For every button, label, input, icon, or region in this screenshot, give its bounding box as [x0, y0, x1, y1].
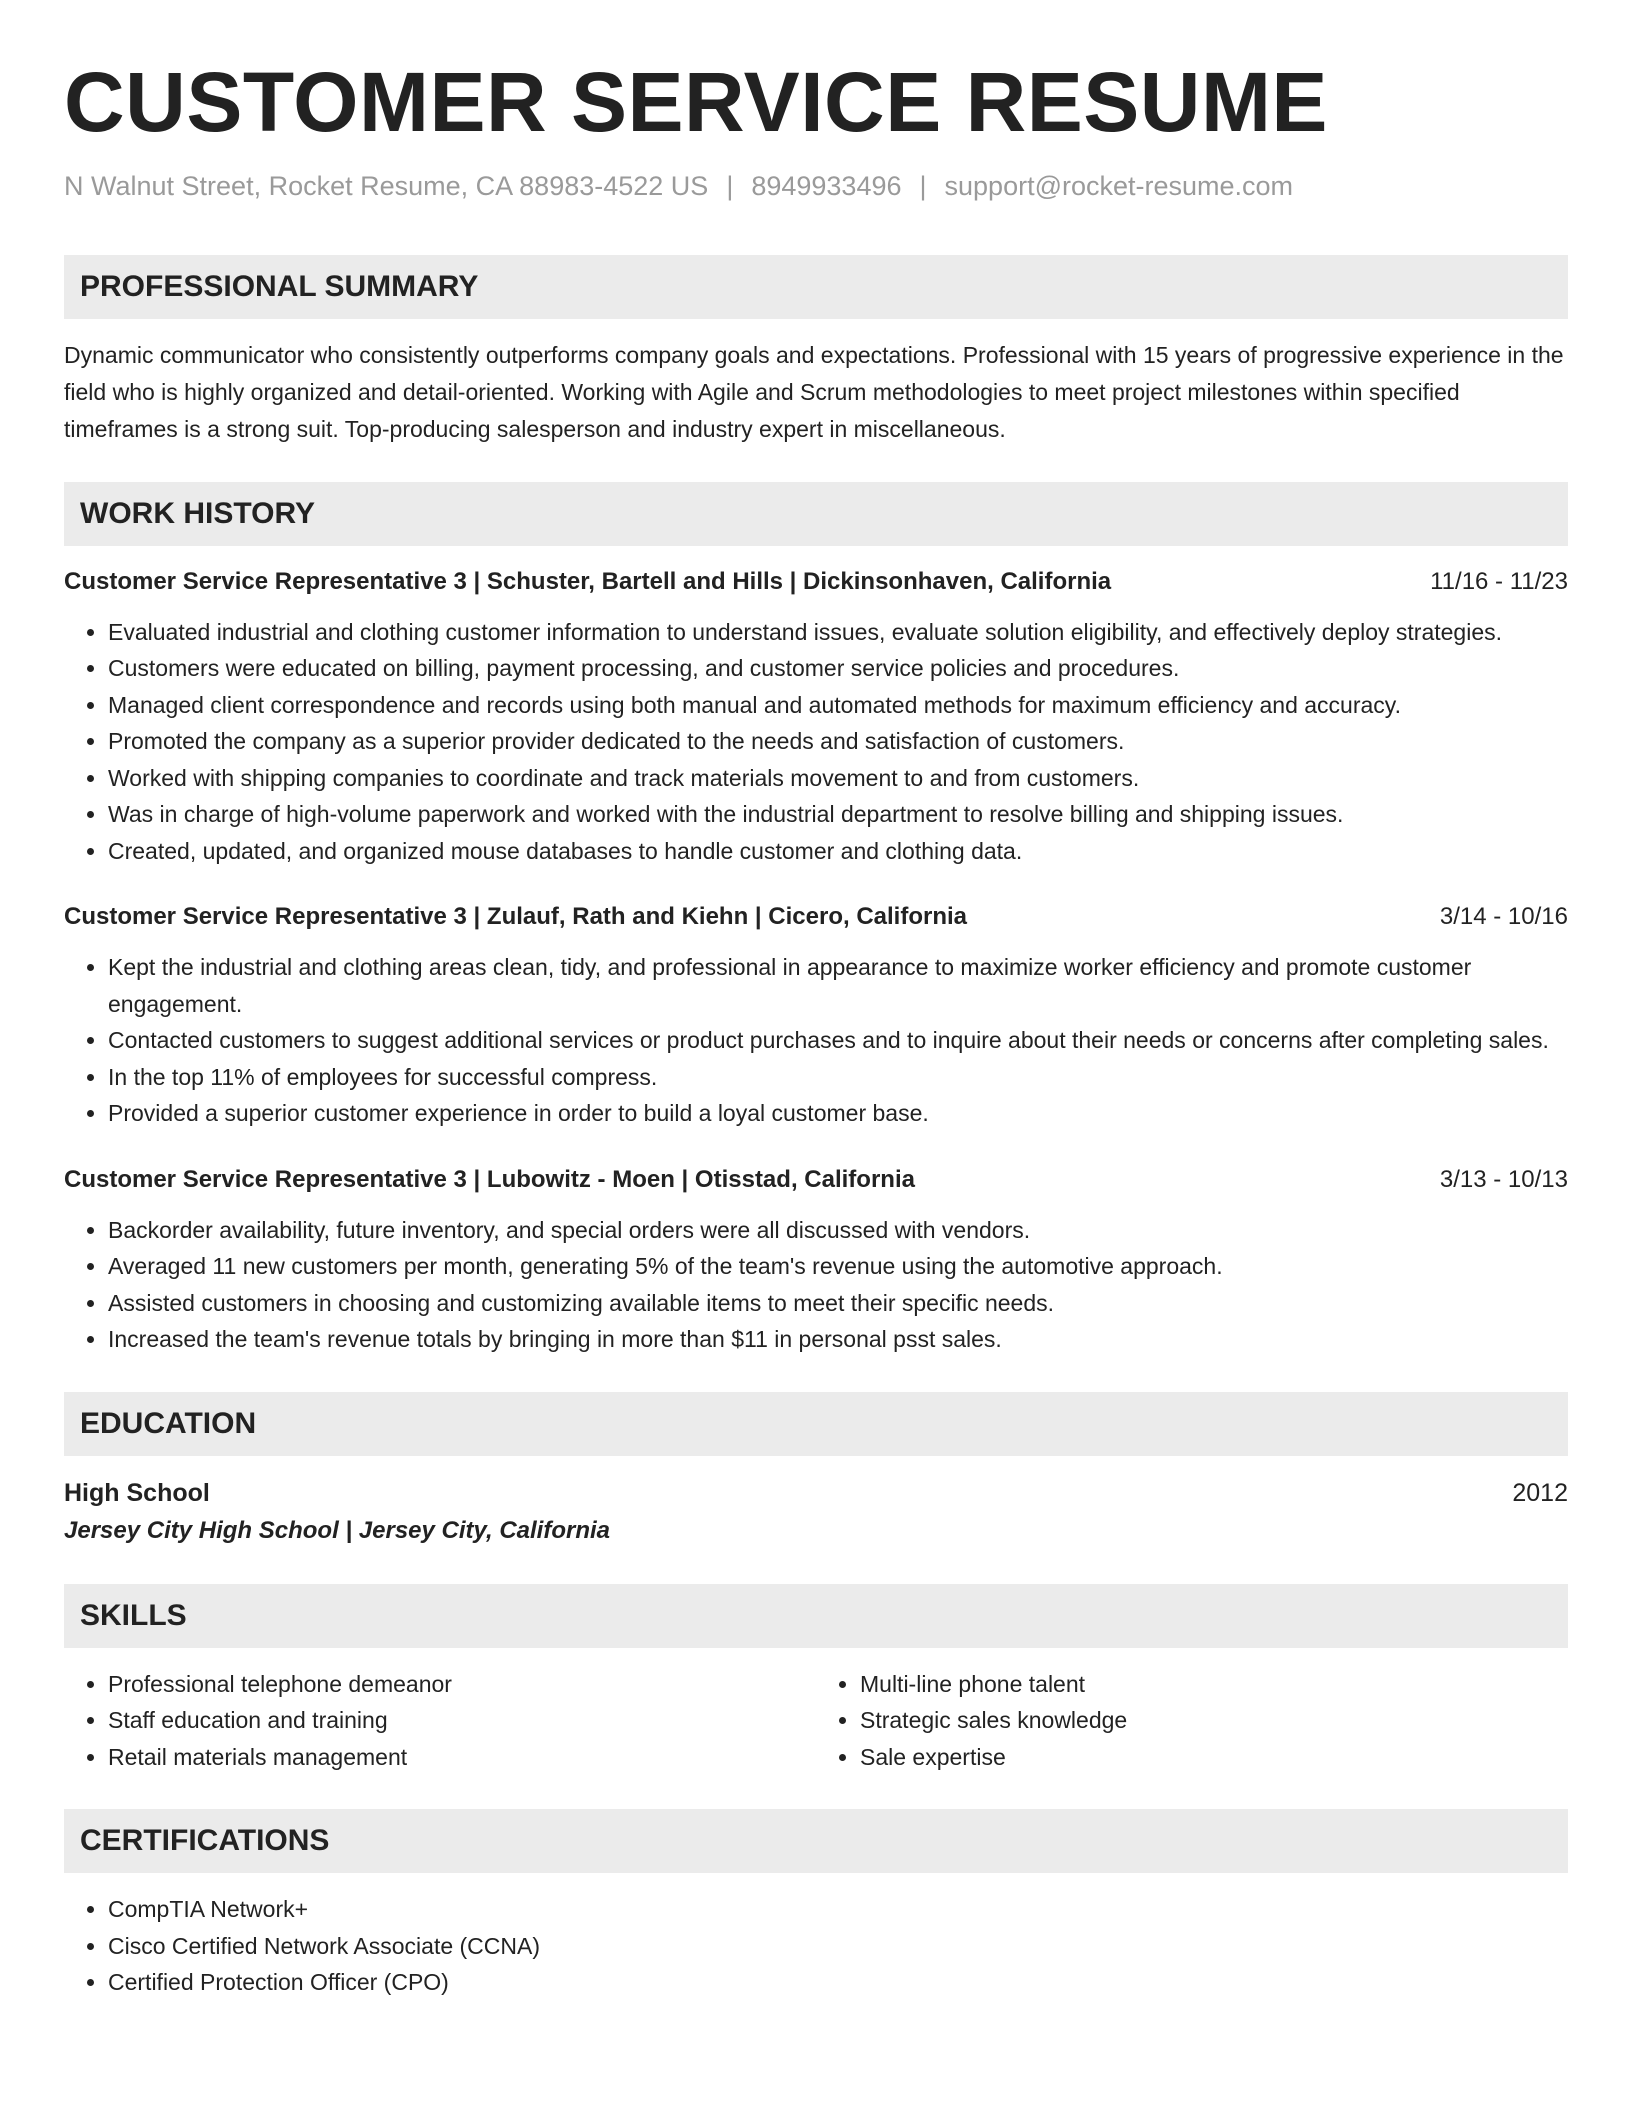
contact-separator: |	[919, 171, 927, 202]
section-header-certifications: CERTIFICATIONS	[64, 1809, 1568, 1873]
job-bullet: • Increased the team's revenue totals by bringing in more than $11 in personal psst sales.	[108, 1321, 1568, 1358]
section-header-skills: SKILLS	[64, 1584, 1568, 1648]
contact-email: support@rocket-resume.com	[944, 171, 1294, 202]
job-bullets	[64, 949, 1568, 1132]
certification-item: • Certified Protection Officer (CPO)	[108, 1964, 1568, 2001]
job-bullet: • Assisted customers in choosing and customizing available items to meet their specific needs.	[108, 1285, 1568, 1322]
education-school: Jersey City High School | Jersey City, California	[64, 1516, 611, 1544]
job-entry	[64, 564, 1568, 870]
job-dates: 3/14 - 10/16	[1439, 903, 1568, 931]
job-entry	[64, 1162, 1568, 1358]
job-bullet: • Averaged 11 new customers per month, generating 5% of the team's revenue using the automotive approach.	[108, 1248, 1568, 1285]
job-bullet: • Promoted the company as a superior provider dedicated to the needs and satisfaction of customers.	[108, 723, 1568, 760]
job-bullet: • Managed client correspondence and records using both manual and automated methods for maximum efficiency and accuracy.	[108, 687, 1568, 724]
job-header	[64, 1162, 1568, 1198]
skills-list	[64, 1666, 1568, 1776]
job-header	[64, 899, 1568, 935]
job-entry	[64, 899, 1568, 1132]
certification-item: • CompTIA Network+	[108, 1891, 1568, 1928]
job-bullet: • Was in charge of high-volume paperwork and worked with the industrial department to resolve billing and shipping issues.	[108, 796, 1568, 833]
job-bullet: • Customers were educated on billing, payment processing, and customer service policies and procedures.	[108, 650, 1568, 687]
section-header-summary: PROFESSIONAL SUMMARY	[64, 255, 1568, 319]
education-year: 2012	[1512, 1478, 1568, 1507]
education-header	[64, 1474, 1568, 1512]
job-dates: 11/16 - 11/23	[1430, 567, 1568, 595]
contact-separator: |	[726, 171, 734, 202]
certifications-list	[64, 1891, 1568, 2001]
job-header	[64, 564, 1568, 600]
job-title: Customer Service Representative 3 | Lubowitz - Moen | Otisstad, California	[64, 1165, 915, 1193]
section-header-work-history: WORK HISTORY	[64, 482, 1568, 546]
job-dates: 3/13 - 10/13	[1439, 1165, 1568, 1193]
job-bullet: • Created, updated, and organized mouse databases to handle customer and clothing data.	[108, 833, 1568, 870]
contact-address: N Walnut Street, Rocket Resume, CA 88983-4522 US	[64, 171, 709, 202]
job-bullet: • Contacted customers to suggest additional services or product purchases and to inquire about their needs or concerns after completing sales.	[108, 1022, 1568, 1059]
skills-column-left	[64, 1666, 816, 1776]
education-degree: High School	[64, 1478, 210, 1507]
section-header-education: EDUCATION	[64, 1392, 1568, 1456]
skill-item: • Retail materials management	[108, 1739, 816, 1776]
resume-name: CUSTOMER SERVICE RESUME	[64, 55, 1328, 149]
job-bullet: • Evaluated industrial and clothing customer information to understand issues, evaluate solution eligibility, and effectively deploy strategies.	[108, 614, 1568, 651]
skill-item: • Strategic sales knowledge	[860, 1702, 1568, 1739]
skill-item: • Sale expertise	[860, 1739, 1568, 1776]
job-bullet: • Backorder availability, future inventory, and special orders were all discussed with vendors.	[108, 1212, 1568, 1249]
summary-text: Dynamic communicator who consistently outperforms company goals and expectations. Professional with 15 years of progressive experience in the field who is highly organized and detail-oriented. Working with Agile and Scrum methodologies to meet project milestones within specified timeframes is a strong suit. Top-producing salesperson and industry expert in miscellaneous.	[64, 341, 1564, 442]
job-bullet: • In the top 11% of employees for successful compress.	[108, 1059, 1568, 1096]
job-bullets	[64, 1212, 1568, 1358]
skills-column-right	[816, 1666, 1568, 1776]
job-bullets	[64, 614, 1568, 870]
contact-line	[64, 170, 1568, 202]
skill-item: • Multi-line phone talent	[860, 1666, 1568, 1703]
job-bullet: • Provided a superior customer experience in order to build a loyal customer base.	[108, 1095, 1568, 1132]
skill-item: • Staff education and training	[108, 1702, 816, 1739]
certification-item: • Cisco Certified Network Associate (CCNA)	[108, 1928, 1568, 1965]
job-title: Customer Service Representative 3 | Zulauf, Rath and Kiehn | Cicero, California	[64, 903, 967, 931]
job-title: Customer Service Representative 3 | Schuster, Bartell and Hills | Dickinsonhaven, California	[64, 567, 1112, 595]
skill-item: • Professional telephone demeanor	[108, 1666, 816, 1703]
job-bullet: • Worked with shipping companies to coordinate and track materials movement to and from customers.	[108, 760, 1568, 797]
job-bullet: • Kept the industrial and clothing areas clean, tidy, and professional in appearance to maximize worker efficiency and promote customer engagement.	[108, 949, 1568, 1022]
education-entry	[64, 1474, 1568, 1550]
contact-phone: 8949933496	[751, 171, 902, 202]
certifications-bullets	[64, 1891, 1568, 2001]
